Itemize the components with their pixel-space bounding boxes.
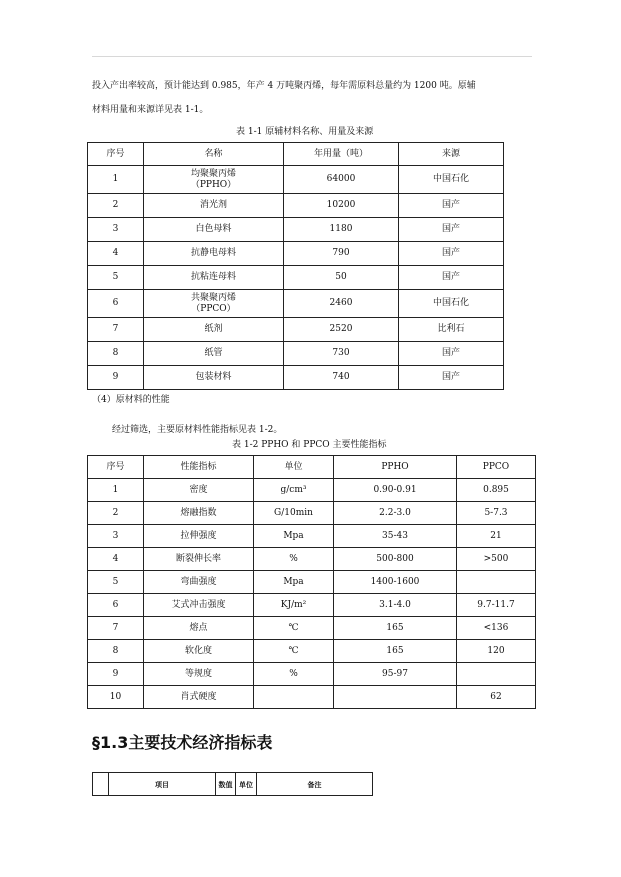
row-name-line1: 共聚聚丙烯 (190, 292, 236, 303)
row-item: 弯曲强度 (144, 571, 254, 594)
row-amount: 740 (284, 366, 399, 390)
row-ppco (457, 663, 536, 686)
table-row (88, 525, 536, 548)
row-unit: KJ/m² (254, 594, 334, 617)
row-ppho: 1400-1600 (334, 571, 457, 594)
table3-header-item: 项目 (109, 773, 216, 796)
row-ppco: 0.895 (457, 479, 536, 502)
row-ppco: 21 (457, 525, 536, 548)
row-no: 1 (88, 479, 144, 502)
row-ppco: <136 (457, 617, 536, 640)
row-no: 4 (88, 548, 144, 571)
row-amount: 790 (284, 242, 399, 266)
row-unit: G/10min (254, 502, 334, 525)
row-item: 软化度 (144, 640, 254, 663)
row-name: 抗粘连母料 (144, 266, 284, 290)
row-no: 9 (88, 366, 144, 390)
table3-header-remark: 备注 (257, 773, 373, 796)
row-name: 纸剂 (144, 318, 284, 342)
table-row (88, 571, 536, 594)
row-name: 白色母料 (144, 218, 284, 242)
table2-header-item: 性能指标 (144, 456, 254, 479)
row-name: 消光剂 (144, 194, 284, 218)
intro-line-2: 材料用量和来源详见表 1-1。 (92, 105, 209, 115)
row-ppho: 2.2-3.0 (334, 502, 457, 525)
row-no: 2 (88, 502, 144, 525)
row-ppho (334, 686, 457, 709)
section4-text: 经过筛选，主要原材料性能指标见表 1-2。 (112, 425, 283, 435)
row-unit: Mpa (254, 571, 334, 594)
table-row (88, 502, 536, 525)
row-ppco: 9.7-11.7 (457, 594, 536, 617)
row-name: 包装材料 (144, 366, 284, 390)
row-name-line1: 均聚聚丙烯 (190, 168, 236, 179)
row-no: 9 (88, 663, 144, 686)
properties-table (87, 455, 536, 709)
row-no: 7 (88, 318, 144, 342)
row-unit: Mpa (254, 525, 334, 548)
row-no: 2 (88, 194, 144, 218)
row-ppho: 95-97 (334, 663, 457, 686)
table-row (88, 686, 536, 709)
table2-header-ppho: PPHO (334, 456, 457, 479)
section-title: §1.3主要技术经济指标表 (92, 733, 273, 752)
row-unit: ℃ (254, 617, 334, 640)
table2-header-no: 序号 (88, 456, 144, 479)
table-row (88, 194, 504, 218)
section4-heading: （4）原材料的性能 (92, 395, 170, 405)
row-ppco: 5-7.3 (457, 502, 536, 525)
row-name: 纸管 (144, 342, 284, 366)
table3-header-blank (93, 773, 109, 796)
row-ppco: 120 (457, 640, 536, 663)
row-unit: g/cm³ (254, 479, 334, 502)
row-ppco (457, 571, 536, 594)
row-no: 6 (88, 290, 144, 318)
row-name: 抗静电母料 (144, 242, 284, 266)
row-ppho: 3.1-4.0 (334, 594, 457, 617)
row-amount: 10200 (284, 194, 399, 218)
row-ppho: 0.90-0.91 (334, 479, 457, 502)
row-source: 国产 (399, 342, 504, 366)
row-item: 断裂伸长率 (144, 548, 254, 571)
row-amount: 730 (284, 342, 399, 366)
table-row (88, 290, 504, 318)
row-unit: ℃ (254, 640, 334, 663)
row-no: 5 (88, 266, 144, 290)
table-row (88, 318, 504, 342)
row-item: 拉伸强度 (144, 525, 254, 548)
row-source: 国产 (399, 266, 504, 290)
row-ppco: 62 (457, 686, 536, 709)
row-source: 国产 (399, 218, 504, 242)
row-no: 10 (88, 686, 144, 709)
row-item: 熔融指数 (144, 502, 254, 525)
table-row (88, 479, 536, 502)
table-row (88, 242, 504, 266)
row-amount: 50 (284, 266, 399, 290)
row-source: 中国石化 (399, 166, 504, 194)
table3-header-row (93, 773, 373, 796)
row-unit: % (254, 548, 334, 571)
table-row (88, 617, 536, 640)
row-no: 3 (88, 525, 144, 548)
intro-line-1: 投入产出率较高，预计能达到 0.985，年产 4 万吨聚丙烯，每年需原料总量约为 1200 吨。原辅 (92, 81, 476, 91)
row-amount: 2520 (284, 318, 399, 342)
row-item: 熔点 (144, 617, 254, 640)
row-name (144, 290, 284, 318)
table2-header-unit: 单位 (254, 456, 334, 479)
table1-header-name: 名称 (144, 143, 284, 166)
row-item: 等规度 (144, 663, 254, 686)
row-amount: 2460 (284, 290, 399, 318)
table-row (88, 266, 504, 290)
row-no: 3 (88, 218, 144, 242)
table1-header-no: 序号 (88, 143, 144, 166)
row-source: 国产 (399, 194, 504, 218)
row-ppho: 35-43 (334, 525, 457, 548)
row-no: 7 (88, 617, 144, 640)
row-no: 4 (88, 242, 144, 266)
row-amount: 64000 (284, 166, 399, 194)
table-row (88, 640, 536, 663)
row-name-line2: （PPHO） (190, 179, 237, 190)
table1-header-source: 来源 (399, 143, 504, 166)
table-row (88, 548, 536, 571)
row-unit (254, 686, 334, 709)
row-amount: 1180 (284, 218, 399, 242)
row-unit: % (254, 663, 334, 686)
table3-header-unit: 单位 (236, 773, 257, 796)
row-no: 8 (88, 342, 144, 366)
table-row (88, 366, 504, 390)
row-no: 5 (88, 571, 144, 594)
row-item: 密度 (144, 479, 254, 502)
row-item: 艾式冲击强度 (144, 594, 254, 617)
table-row (88, 342, 504, 366)
row-source: 国产 (399, 366, 504, 390)
row-source: 中国石化 (399, 290, 504, 318)
row-ppho: 165 (334, 617, 457, 640)
row-source: 国产 (399, 242, 504, 266)
table1-header-amount: 年用量（吨） (284, 143, 399, 166)
table2-header-row (88, 456, 536, 479)
row-item: 肖式硬度 (144, 686, 254, 709)
economic-indicators-table (92, 772, 373, 796)
row-no: 6 (88, 594, 144, 617)
table-row (88, 218, 504, 242)
row-ppho: 500-800 (334, 548, 457, 571)
table2-caption: 表 1-2 PPHO 和 PPCO 主要性能指标 (232, 440, 387, 450)
row-no: 8 (88, 640, 144, 663)
table1-caption: 表 1-1 原辅材料名称、用量及来源 (236, 127, 374, 137)
raw-materials-table (87, 142, 504, 390)
table2-header-ppco: PPCO (457, 456, 536, 479)
row-ppco: >500 (457, 548, 536, 571)
table-row (88, 166, 504, 194)
row-ppho: 165 (334, 640, 457, 663)
row-name (144, 166, 284, 194)
table3-header-value: 数值 (216, 773, 236, 796)
table-row (88, 663, 536, 686)
row-name-line2: （PPCO） (191, 303, 236, 314)
row-source: 比利石 (399, 318, 504, 342)
table1-header-row (88, 143, 504, 166)
table-row (88, 594, 536, 617)
row-no: 1 (88, 166, 144, 194)
page-header-rule (92, 56, 532, 57)
